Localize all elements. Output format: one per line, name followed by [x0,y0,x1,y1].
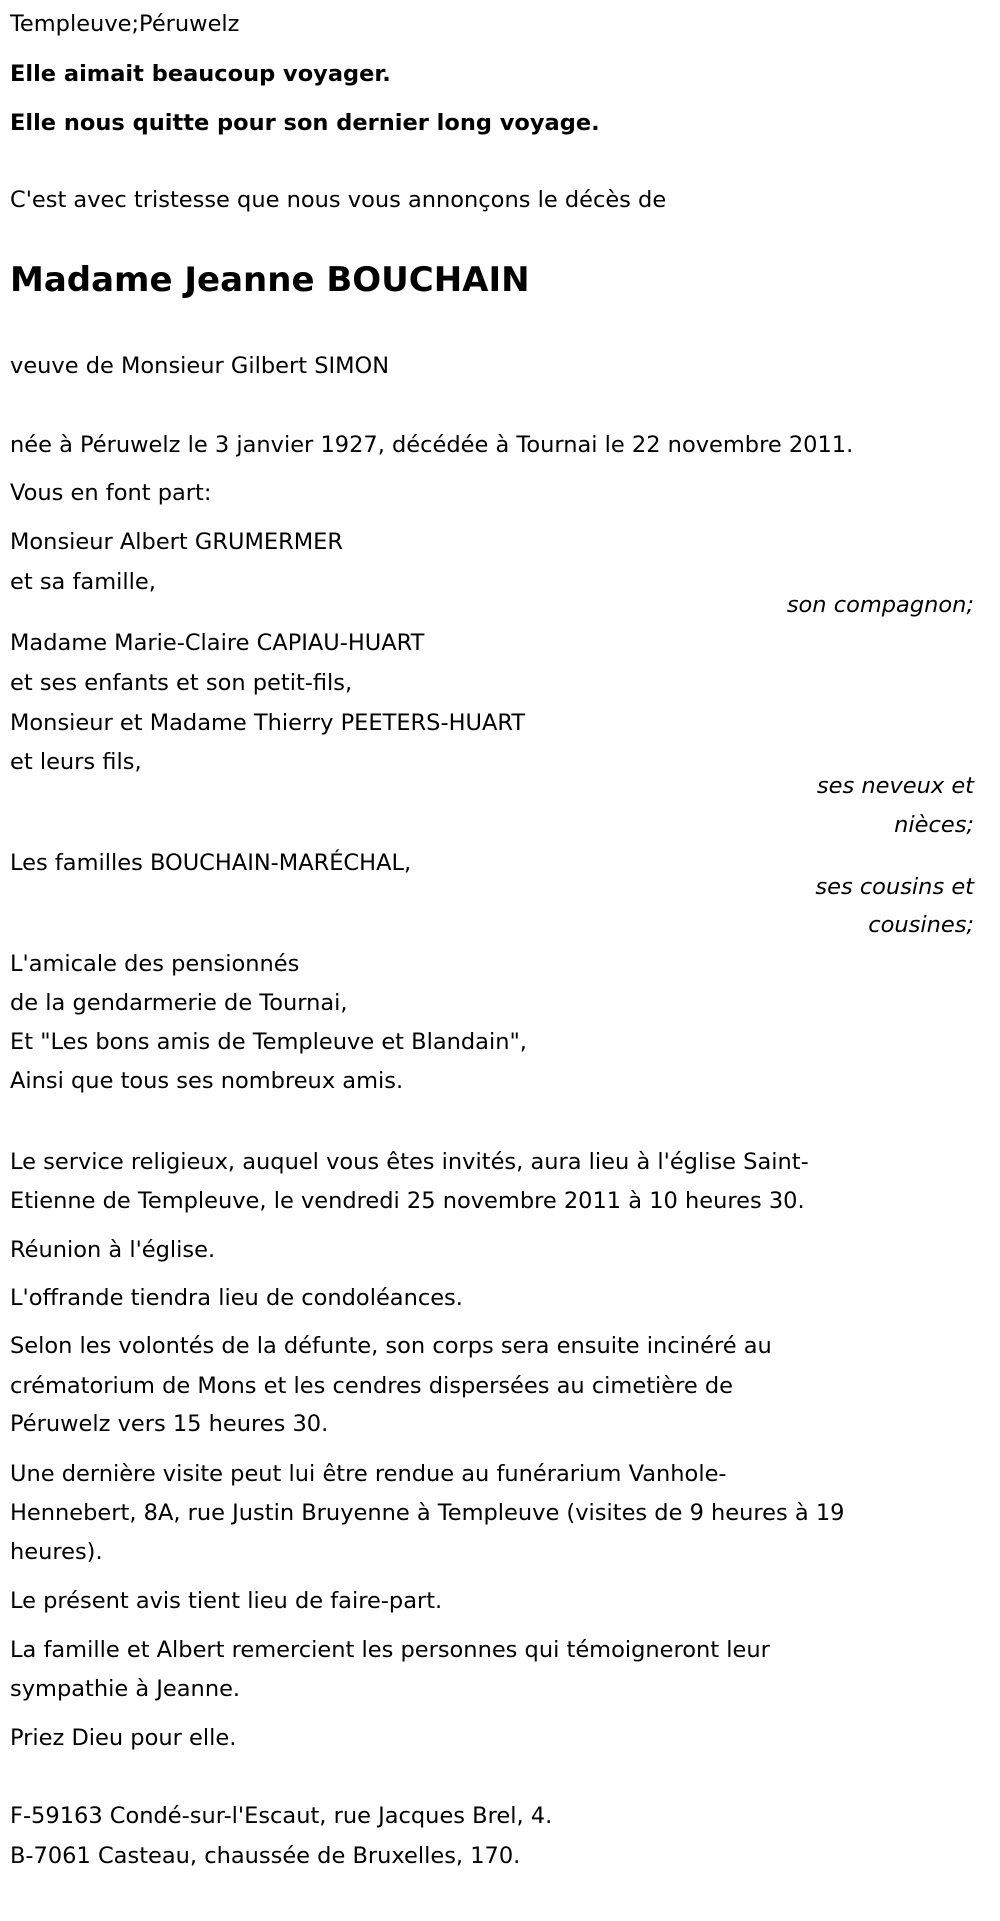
family-role: cousines; [868,912,974,938]
detail-line: Selon les volontés de la défunte, son corps sera ensuite incinéré au [10,1333,772,1359]
detail-line: Hennebert, 8A, rue Justin Bruyenne à Templeuve (visites de 9 heures à 19 [10,1500,845,1526]
family-line: de la gendarmerie de Tournai, [10,990,348,1016]
motto-line: Elle nous quitte pour son dernier long voyage. [10,110,600,136]
family-line: Les familles BOUCHAIN-MARÉCHAL, [10,850,412,876]
detail-line: Le service religieux, auquel vous êtes invités, aura lieu à l'église Saint- [10,1149,809,1175]
dates-text: née à Péruwelz le 3 janvier 1927, décédée à Tournai le 22 novembre 2011. [10,432,854,458]
detail-line: La famille et Albert remercient les personnes qui témoigneront leur [10,1637,770,1663]
detail-line: sympathie à Jeanne. [10,1676,241,1702]
family-line: Ainsi que tous ses nombreux amis. [10,1068,404,1094]
announce-text: Vous en font part: [10,480,212,506]
detail-line: Réunion à l'église. [10,1237,216,1263]
family-line: Monsieur et Madame Thierry PEETERS-HUART [10,710,526,736]
address-line: F-59163 Condé-sur-l'Escaut, rue Jacques Brel, 4. [10,1803,553,1829]
family-line: Monsieur Albert GRUMERMER [10,529,343,555]
intro-text: C'est avec tristesse que nous vous annonçons le décès de [10,187,667,213]
family-line: et leurs fils, [10,749,142,775]
family-role: ses neveux et [816,773,974,799]
deceased-name: Madame Jeanne BOUCHAIN [10,260,530,300]
location: Templeuve;Péruwelz [10,11,240,37]
family-role: ses cousins et [815,874,974,900]
family-line: Et "Les bons amis de Templeuve et Blandain", [10,1029,527,1055]
detail-line: Péruwelz vers 15 heures 30. [10,1411,329,1437]
family-line: L'amicale des pensionnés [10,951,300,977]
detail-line: heures). [10,1539,103,1565]
spouse-text: veuve de Monsieur Gilbert SIMON [10,353,390,379]
family-line: Madame Marie-Claire CAPIAU-HUART [10,630,425,656]
family-line: et ses enfants et son petit-fils, [10,670,353,696]
detail-line: Priez Dieu pour elle. [10,1725,237,1751]
detail-line: crématorium de Mons et les cendres dispersées au cimetière de [10,1373,733,1399]
detail-line: Le présent avis tient lieu de faire-part. [10,1588,443,1614]
detail-line: Etienne de Templeuve, le vendredi 25 novembre 2011 à 10 heures 30. [10,1188,805,1214]
address-line: B-7061 Casteau, chaussée de Bruxelles, 170. [10,1843,521,1869]
family-role: nièces; [894,812,974,838]
motto-line: Elle aimait beaucoup voyager. [10,61,391,87]
detail-line: L'offrande tiendra lieu de condoléances. [10,1285,463,1311]
detail-line: Une dernière visite peut lui être rendue au funérarium Vanhole- [10,1461,727,1487]
family-line: et sa famille, [10,569,156,595]
family-role: son compagnon; [786,592,974,618]
